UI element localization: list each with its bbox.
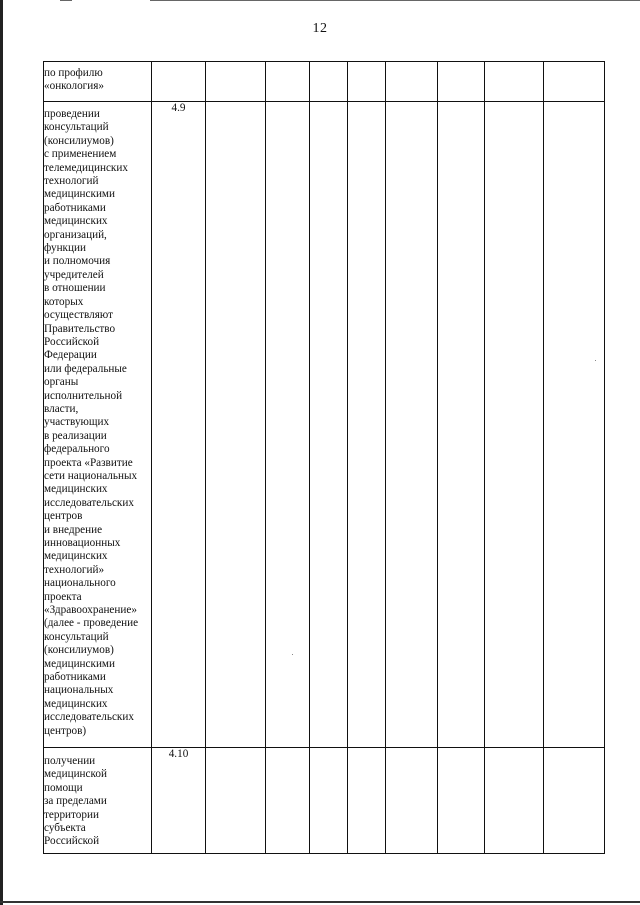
row-name-text: проведении консультаций (консилиумов) с применением телемедицинских технологий медицинскими работниками медицинских организаций, функции и полномочия учредителей в отношении которых осуществляют Правительство Российской Федерации или федеральные органы исполнительной власти, участвующих в реализации федерального проекта «Развитие сети национальных медицинских исследовательских центров и внедрение инновационных медицинских технологий» национального проекта «Здравоохранение» (далее - проведение консультаций (консилиумов) медицинскими работниками национальных медицинских исследовательских центров) bbox=[44, 108, 139, 737]
row-name-cell bbox=[44, 102, 152, 748]
row-code-text: 4.9 bbox=[171, 102, 186, 114]
row-name-cell bbox=[44, 62, 152, 102]
row-code-cell bbox=[152, 102, 206, 748]
scan-speck bbox=[292, 654, 293, 655]
table-cell bbox=[266, 62, 310, 102]
table-row bbox=[44, 102, 605, 748]
table-cell bbox=[438, 102, 485, 748]
table-row bbox=[44, 748, 605, 854]
table-cell bbox=[544, 62, 605, 102]
table-row bbox=[44, 62, 605, 102]
row-code-cell bbox=[152, 62, 206, 102]
table-cell bbox=[485, 62, 544, 102]
table-cell bbox=[438, 748, 485, 854]
table-cell bbox=[386, 102, 438, 748]
row-name-text: получении медицинской помощи за пределами территории субъекта Российской bbox=[44, 755, 107, 848]
table-cell bbox=[485, 102, 544, 748]
table-cell bbox=[266, 102, 310, 748]
row-name-text: по профилю «онкология» bbox=[44, 67, 104, 93]
table-cell bbox=[386, 62, 438, 102]
table-cell bbox=[266, 748, 310, 854]
table-cell bbox=[310, 102, 348, 748]
page-number: 12 bbox=[312, 21, 328, 36]
table-cell bbox=[485, 748, 544, 854]
scan-mark bbox=[60, 0, 72, 1]
scan-speck bbox=[595, 360, 596, 361]
table-cell bbox=[386, 748, 438, 854]
table-cell bbox=[310, 62, 348, 102]
page-bottom-edge bbox=[0, 901, 640, 903]
page-top-edge bbox=[150, 0, 640, 1]
table-cell bbox=[544, 748, 605, 854]
table-cell bbox=[544, 102, 605, 748]
table-cell bbox=[206, 748, 266, 854]
table-cell bbox=[348, 102, 386, 748]
row-name-cell bbox=[44, 748, 152, 854]
data-table bbox=[43, 61, 605, 854]
page-left-edge bbox=[0, 0, 3, 905]
row-code-cell bbox=[152, 748, 206, 854]
row-code-text: 4.10 bbox=[168, 748, 189, 760]
table-cell bbox=[438, 62, 485, 102]
table-cell bbox=[348, 748, 386, 854]
table-cell bbox=[206, 102, 266, 748]
table-cell bbox=[310, 748, 348, 854]
table-cell bbox=[348, 62, 386, 102]
table-cell bbox=[206, 62, 266, 102]
